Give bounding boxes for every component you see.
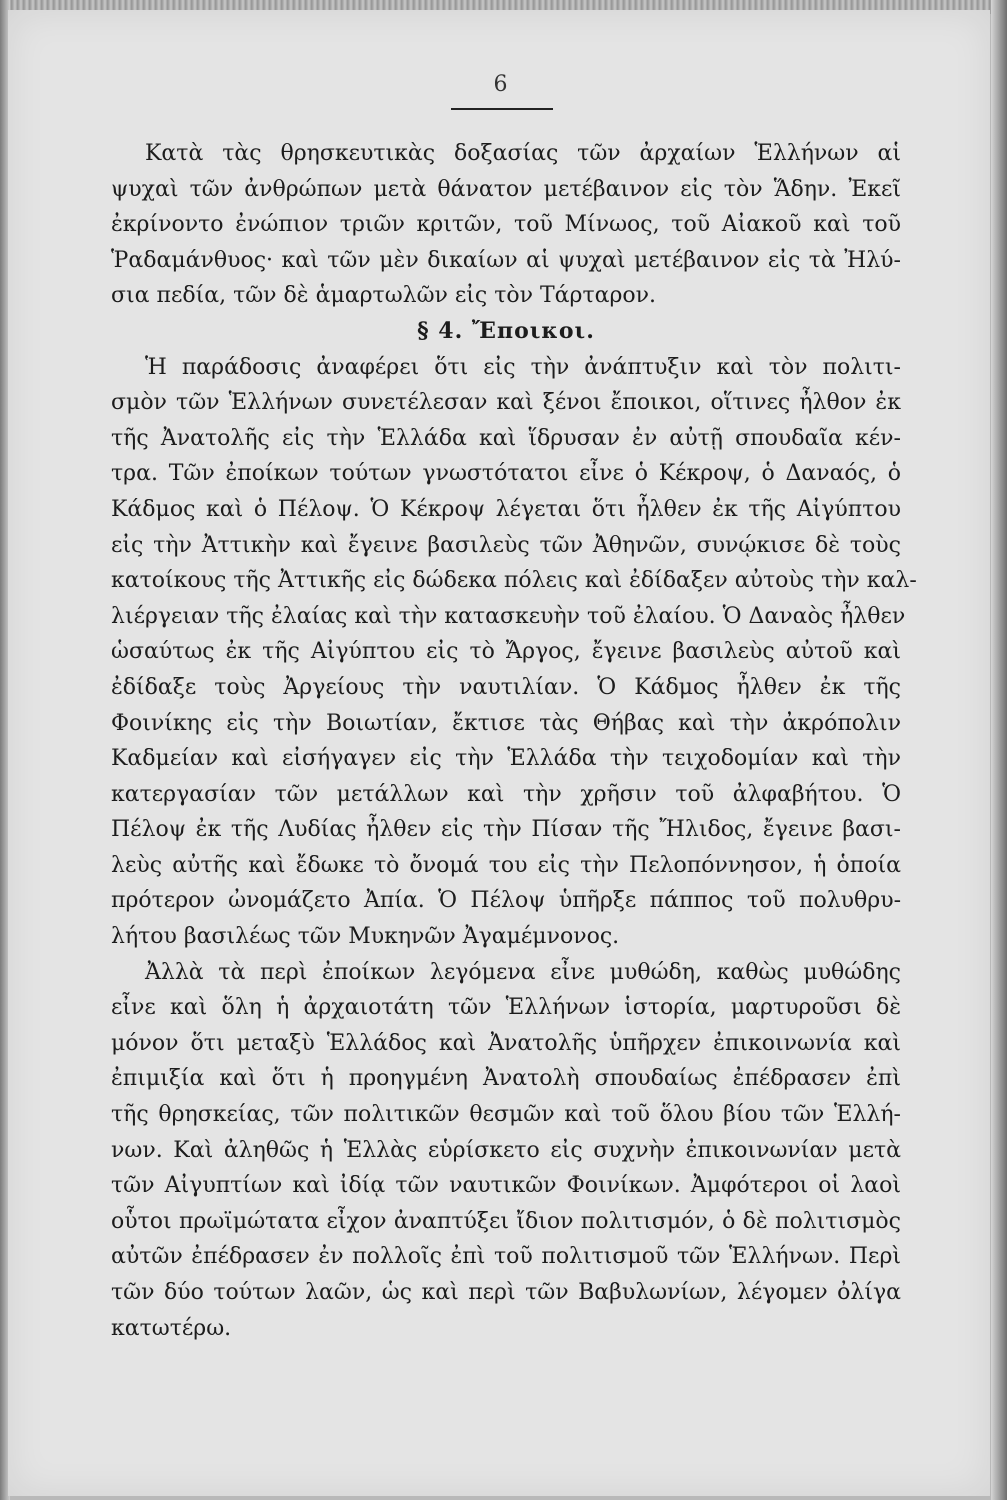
text-line: νων. Καὶ ἀληθῶς ἡ Ἑλλὰς εὑρίσκετο εἰς συχνὴν ἐπικοινωνίαν μετὰ	[111, 1137, 901, 1163]
text-line: τῶν Αἰγυπτίων καὶ ἰδίᾳ τῶν ναυτικῶν Φοινίκων. Ἀμφότεροι οἱ λαοὶ	[111, 1173, 901, 1199]
text-line: εἶνε καὶ ὅλη ἡ ἀρχαιοτάτη τῶν Ἑλλήνων ἱστορία, μαρτυροῦσι δὲ	[111, 995, 901, 1021]
text-line: ἐκρίνοντο ἐνώπιον τριῶν κριτῶν, τοῦ Μίνωος, τοῦ Αἰακοῦ καὶ τοῦ	[111, 212, 901, 238]
scan-edge-right	[991, 0, 1007, 1500]
text-line: Καδμείαν καὶ εἰσήγαγεν εἰς τὴν Ἑλλάδα τὴν τειχοδομίαν καὶ τὴν	[111, 746, 901, 772]
page-number: 6	[493, 72, 508, 97]
text-line: λεὺς αὐτῆς καὶ ἔδωκε τὸ ὄνομά του εἰς τὴν Πελοπόννησον, ἡ ὁποία	[111, 852, 901, 878]
text-line: τῶν δύο τούτων λαῶν, ὡς καὶ περὶ τῶν Βαβυλωνίων, λέγομεν ὀλίγα	[111, 1280, 901, 1305]
text-line: λιέργειαν τῆς ἐλαίας καὶ τὴν κατασκευὴν τοῦ ἐλαίου. Ὁ Δαναὸς ἦλθεν	[111, 603, 906, 629]
text-line: Ἡ παράδοσις ἀναφέρει ὅτι εἰς τὴν ἀνάπτυξιν καὶ τὸν πολιτι-	[145, 354, 901, 380]
text-line: μόνον ὅτι μεταξὺ Ἑλλάδος καὶ Ἀνατολῆς ὑπῆρχεν ἐπικοινωνία καὶ	[111, 1030, 901, 1056]
text-line: Ἀλλὰ τὰ περὶ ἐποίκων λεγόμενα εἶνε μυθώδη, καθὼς μυθώδης	[145, 959, 901, 985]
text-line: κατοίκους τῆς Ἀττικῆς εἰς δώδεκα πόλεις καὶ ἐδίδαξεν αὐτοὺς τὴν καλ-	[111, 568, 917, 594]
text-line: οὗτοι πρωϊμώτατα εἶχον ἀναπτύξει ἴδιον πολιτισμόν, ὁ δὲ πολιτισμὸς	[111, 1208, 901, 1234]
text-line: ψυχαὶ τῶν ἀνθρώπων μετὰ θάνατον μετέβαινον εἰς τὸν Ἅδην. Ἐκεῖ	[111, 176, 901, 202]
text-line: Πέλοψ ἐκ τῆς Λυδίας ἦλθεν εἰς τὴν Πίσαν τῆς Ἤλιδος, ἔγεινε βασι-	[111, 817, 901, 843]
text-line: κατωτέρω.	[111, 1315, 232, 1341]
text-line: αὐτῶν ἐπέδρασεν ἐν πολλοῖς ἐπὶ τοῦ πολιτισμοῦ τῶν Ἑλλήνων. Περὶ	[111, 1244, 901, 1270]
text-line: Κατὰ τὰς θρησκευτικὰς δοξασίας τῶν ἀρχαίων Ἑλλήνων αἱ	[145, 141, 901, 166]
page-number-rule	[451, 108, 553, 110]
text-line: τῆς θρησκείας, τῶν πολιτικῶν θεσμῶν καὶ τοῦ ὅλου βίου τῶν Ἑλλή-	[111, 1102, 901, 1128]
page-text	[111, 136, 917, 1346]
text-line: λήτου βασιλέως τῶν Μυκηνῶν Ἀγαμέμνονος.	[111, 924, 620, 950]
text-line: Κάδμος καὶ ὁ Πέλοψ. Ὁ Κέκροψ λέγεται ὅτι ἦλθεν ἐκ τῆς Αἰγύπτου	[111, 496, 901, 522]
text-line: Ῥαδαμάνθυος· καὶ τῶν μὲν δικαίων αἱ ψυχαὶ μετέβαινον εἰς τὰ Ἠλύ-	[111, 247, 901, 273]
text-line: σμὸν τῶν Ἑλλήνων συνετέλεσαν καὶ ξένοι ἔποικοι, οἵτινες ἦλθον ἐκ	[111, 390, 901, 416]
text-line: εἰς τὴν Ἀττικὴν καὶ ἔγεινε βασιλεὺς τῶν Ἀθηνῶν, συνῴκισε δὲ τοὺς	[111, 532, 901, 558]
text-line: κατεργασίαν τῶν μετάλλων καὶ τὴν χρῆσιν τοῦ ἀλφαβήτου. Ὁ	[111, 781, 901, 807]
text-line: ἐπιμιξία καὶ ὅτι ἡ προηγμένη Ἀνατολὴ σπουδαίως ἐπέδρασεν ἐπὶ	[111, 1066, 901, 1092]
text-line: τῆς Ἀνατολῆς εἰς τὴν Ἑλλάδα καὶ ἵδρυσαν ἐν αὐτῇ σπουδαῖα κέν-	[111, 425, 901, 451]
text-line: Φοινίκης εἰς τὴν Βοιωτίαν, ἔκτισε τὰς Θήβας καὶ τὴν ἀκρόπολιν	[111, 710, 901, 736]
text-line: σια πεδία, τῶν δὲ ἁμαρτωλῶν εἰς τὸν Τάρταρον.	[111, 283, 657, 309]
section-heading: § 4. Ἔποικοι.	[417, 317, 595, 344]
text-line: πρότερον ὠνομάζετο Ἀπία. Ὁ Πέλοψ ὑπῆρξε πάππος τοῦ πολυθρυ-	[111, 888, 901, 914]
text-line: τρα. Τῶν ἐποίκων τούτων γνωστότατοι εἶνε ὁ Κέκροψ, ὁ Δαναός, ὁ	[111, 461, 901, 487]
book-page	[8, 10, 990, 1496]
text-line: ἐδίδαξε τοὺς Ἀργείους τὴν ναυτιλίαν. Ὁ Κάδμος ἦλθεν ἐκ τῆς	[111, 674, 901, 700]
text-line: ὡσαύτως ἐκ τῆς Αἰγύπτου εἰς τὸ Ἄργος, ἔγεινε βασιλεὺς αὐτοῦ καὶ	[111, 639, 901, 665]
